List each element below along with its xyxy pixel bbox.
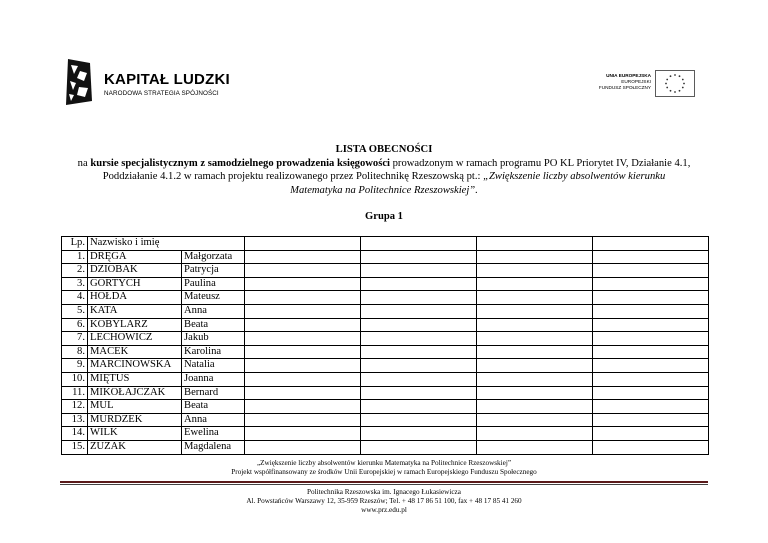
signature-cell — [245, 277, 361, 291]
header-name-cont — [182, 237, 245, 251]
row-surname: MIĘTUS — [88, 372, 182, 386]
row-surname: MURDZEK — [88, 413, 182, 427]
row-first-name: Bernard — [182, 386, 245, 400]
table-row — [62, 332, 709, 346]
signature-cell — [593, 413, 709, 427]
signature-cell — [245, 359, 361, 373]
table-row — [62, 345, 709, 359]
project-title-part1: „Zwiększenie liczby absolwentów kierunku — [483, 171, 666, 182]
signature-cell — [477, 413, 593, 427]
row-lp: 9. — [62, 359, 88, 373]
footer-address-line2: Al. Powstańców Warszawy 12, 35-959 Rzeszów; Tel. + 48 17 86 51 100, fax + 48 17 85 41 260 — [246, 497, 522, 506]
footer-note-line2: Projekt współfinansowany ze środków Unii Europejskiej w ramach Europejskiego Funduszu Społecznego — [231, 468, 537, 476]
row-lp: 5. — [62, 304, 88, 318]
table-row — [62, 440, 709, 454]
signature-cell — [245, 413, 361, 427]
row-surname: HOŁDA — [88, 291, 182, 305]
signature-cell — [593, 277, 709, 291]
table-header-row — [62, 237, 709, 251]
kapital-ludzki-logo — [62, 57, 232, 107]
signature-cell — [245, 291, 361, 305]
row-surname: GORTYCH — [88, 277, 182, 291]
row-lp: 7. — [62, 332, 88, 346]
footer-divider — [60, 481, 708, 483]
heading-line-2: Poddziałanie 4.1.2 w ramach projektu realizowanego przez Politechnikę Rzeszowską pt.: „Zwiększenie liczby absolwentów kierunku — [102, 171, 666, 182]
signature-cell — [593, 291, 709, 305]
row-lp: 6. — [62, 318, 88, 332]
signature-cell — [245, 250, 361, 264]
signature-cell — [593, 427, 709, 441]
eu-line3: FUNDUSZ SPOŁECZNY — [598, 85, 651, 90]
signature-cell — [245, 372, 361, 386]
eu-logo — [597, 70, 697, 98]
table-row — [62, 264, 709, 278]
signature-cell — [361, 237, 477, 251]
row-first-name: Anna — [182, 304, 245, 318]
row-surname: MUL — [88, 400, 182, 414]
row-first-name: Beata — [182, 318, 245, 332]
row-surname: MARCINOWSKA — [88, 359, 182, 373]
row-surname: KATA — [88, 304, 182, 318]
signature-cell — [593, 440, 709, 454]
signature-cell — [361, 345, 477, 359]
row-lp: 10. — [62, 372, 88, 386]
eu-logo-text — [597, 73, 651, 91]
row-lp: 8. — [62, 345, 88, 359]
signature-cell — [477, 332, 593, 346]
signature-cell — [361, 386, 477, 400]
signature-cell — [361, 318, 477, 332]
signature-cell — [477, 237, 593, 251]
eu-line1: UNIA EUROPEJSKA — [606, 73, 651, 78]
row-surname: MACEK — [88, 345, 182, 359]
signature-cell — [361, 400, 477, 414]
row-first-name: Mateusz — [182, 291, 245, 305]
table-row — [62, 250, 709, 264]
signature-cell — [361, 291, 477, 305]
row-lp: 4. — [62, 291, 88, 305]
kapital-ludzki-emblem-icon — [62, 57, 96, 107]
signature-cell — [593, 250, 709, 264]
signature-cell — [245, 264, 361, 278]
row-first-name: Ewelina — [182, 427, 245, 441]
group-label: Grupa 1 — [365, 211, 403, 222]
signature-cell — [477, 427, 593, 441]
table-row — [62, 386, 709, 400]
signature-cell — [245, 304, 361, 318]
table-row — [62, 304, 709, 318]
signature-cell — [477, 318, 593, 332]
footer-address-line3: www.prz.edu.pl — [361, 506, 407, 515]
signature-cell — [245, 400, 361, 414]
signature-cell — [593, 359, 709, 373]
footer-divider-thin — [60, 484, 708, 485]
row-surname: DZIOBAK — [88, 264, 182, 278]
row-surname: LECHOWICZ — [88, 332, 182, 346]
signature-cell — [477, 386, 593, 400]
signature-cell — [477, 345, 593, 359]
eu-line2: EUROPEJSKI — [621, 79, 651, 84]
signature-cell — [245, 345, 361, 359]
footer-address-line1: Politechnika Rzeszowska im. Ignacego Łukasiewicza — [307, 488, 461, 496]
row-first-name: Małgorzata — [182, 250, 245, 264]
signature-cell — [477, 372, 593, 386]
row-lp: 15. — [62, 440, 88, 454]
row-surname: WILK — [88, 427, 182, 441]
table-row — [62, 359, 709, 373]
row-first-name: Patrycja — [182, 264, 245, 278]
signature-cell — [361, 332, 477, 346]
row-first-name: Joanna — [182, 372, 245, 386]
table-row — [62, 277, 709, 291]
row-lp: 2. — [62, 264, 88, 278]
project-title-part2: Matematyka na Politechnice Rzeszowskiej”. — [290, 184, 478, 196]
signature-cell — [361, 250, 477, 264]
heading-line-3 — [40, 184, 728, 198]
signature-cell — [245, 318, 361, 332]
row-first-name: Natalia — [182, 359, 245, 373]
document-title: LISTA OBECNOŚCI — [335, 144, 433, 155]
signature-cell — [361, 264, 477, 278]
signature-cell — [477, 359, 593, 373]
row-lp: 12. — [62, 400, 88, 414]
row-first-name: Jakub — [182, 332, 245, 346]
signature-cell — [593, 400, 709, 414]
table-row — [62, 413, 709, 427]
heading-line-1: na kursie specjalistycznym z samodzielnego prowadzenia księgowości prowadzonym w ramach programu PO KL Priorytet IV, Działanie 4.1, — [77, 157, 691, 169]
eu-flag-icon — [655, 70, 695, 97]
table-row — [62, 372, 709, 386]
row-first-name: Paulina — [182, 277, 245, 291]
row-surname: DRĘGA — [88, 250, 182, 264]
footer-address — [40, 488, 728, 516]
signature-cell — [593, 345, 709, 359]
footer-project-note — [40, 459, 728, 477]
course-name: kursie specjalistycznym z samodzielnego prowadzenia księgowości — [90, 157, 390, 169]
signature-cell — [593, 304, 709, 318]
signature-cell — [245, 427, 361, 441]
signature-cell — [361, 413, 477, 427]
signature-cell — [593, 318, 709, 332]
row-first-name: Anna — [182, 413, 245, 427]
signature-cell — [361, 359, 477, 373]
signature-cell — [477, 291, 593, 305]
row-lp: 11. — [62, 386, 88, 400]
row-first-name: Magdalena — [182, 440, 245, 454]
signature-cell — [593, 372, 709, 386]
signature-cell — [477, 250, 593, 264]
signature-cell — [477, 264, 593, 278]
row-first-name: Karolina — [182, 345, 245, 359]
signature-cell — [593, 332, 709, 346]
signature-cell — [477, 440, 593, 454]
signature-cell — [477, 400, 593, 414]
document-heading — [40, 143, 728, 197]
logo-title: KAPITAŁ LUDZKI — [104, 71, 230, 88]
table-row — [62, 291, 709, 305]
signature-cell — [245, 440, 361, 454]
table-row — [62, 427, 709, 441]
signature-cell — [361, 372, 477, 386]
header-name: Nazwisko i imię — [88, 237, 182, 251]
signature-cell — [477, 277, 593, 291]
table-row — [62, 400, 709, 414]
logo-subtitle: NARODOWA STRATEGIA SPÓJNOŚCI — [104, 90, 219, 97]
attendance-table — [61, 236, 709, 455]
signature-cell — [361, 304, 477, 318]
row-lp: 14. — [62, 427, 88, 441]
signature-cell — [361, 440, 477, 454]
signature-cell — [477, 304, 593, 318]
signature-cell — [245, 237, 361, 251]
row-surname: KOBYLARZ — [88, 318, 182, 332]
signature-cell — [245, 332, 361, 346]
footer-note-line1: „Zwiększenie liczby absolwentów kierunku Matematyka na Politechnice Rzeszowskiej” — [256, 459, 512, 467]
table-row — [62, 318, 709, 332]
signature-cell — [593, 237, 709, 251]
row-lp: 13. — [62, 413, 88, 427]
row-lp: 1. — [62, 250, 88, 264]
row-first-name: Beata — [182, 400, 245, 414]
signature-cell — [593, 386, 709, 400]
signature-cell — [245, 386, 361, 400]
signature-cell — [361, 277, 477, 291]
header-lp: Lp. — [62, 237, 88, 251]
row-surname: MIKOŁAJCZAK — [88, 386, 182, 400]
row-lp: 3. — [62, 277, 88, 291]
signature-cell — [361, 427, 477, 441]
row-surname: ZUZAK — [88, 440, 182, 454]
signature-cell — [593, 264, 709, 278]
